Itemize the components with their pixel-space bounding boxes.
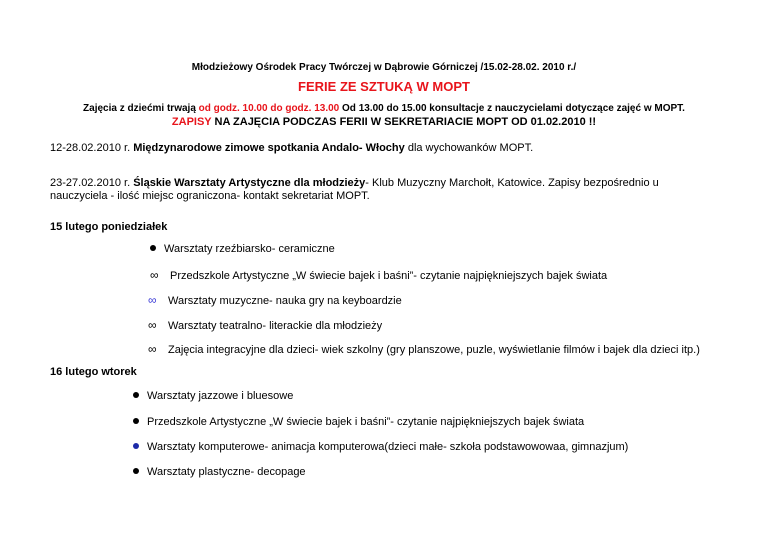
hours-part-a: Zajęcia z dziećmi trwają (83, 103, 199, 114)
enroll-line (0, 116, 768, 128)
infinity-bullet-icon: ∞ (148, 318, 157, 332)
list-item-label: Przedszkole Artystyczne „W świecie bajek i baśni”- czytanie najpiękniejszych bajek świata (170, 270, 608, 282)
org-line: Młodzieżowy Ośrodek Pracy Twórczej w Dąbrowie Górniczej /15.02-28.02. 2010 r./ (191, 62, 577, 73)
hours-part-b: od godz. 10.00 do godz. 13.00 (198, 103, 340, 114)
bullet-dot-icon (133, 468, 139, 474)
infinity-bullet-icon: ∞ (148, 293, 157, 307)
list-item (133, 416, 584, 428)
bullet-dot-icon (133, 392, 139, 398)
day-heading-monday: 15 lutego poniedziałek (50, 221, 168, 233)
list-item (148, 318, 382, 332)
bullet-dot-icon (150, 245, 156, 251)
event-date: 12-28.02.2010 r. (50, 142, 134, 154)
list-item (133, 390, 293, 402)
event-date: 23-27.02.2010 r. (50, 177, 134, 189)
list-item (133, 466, 306, 478)
list-item-label: Warsztaty rzeźbiarsko- ceramiczne (164, 243, 335, 255)
hours-part-c: Od 13.00 do 15.00 konsultacje z nauczycielami dotyczące zajęć w MOPT. (339, 103, 685, 114)
list-item-label: Warsztaty teatralno- literackie dla młodzieży (168, 320, 383, 332)
event-desc: - Klub Muzyczny Marchołt, Katowice. Zapisy bezpośrednio u (365, 177, 659, 189)
list-item-label: Warsztaty jazzowe i bluesowe (147, 390, 294, 402)
enroll-part-b: NA ZAJĘCIA PODCZAS FERII W SEKRETARIACIE MOPT OD 01.02.2010 !! (211, 116, 597, 128)
list-item (150, 243, 335, 255)
infinity-bullet-icon: ∞ (148, 342, 157, 356)
bullet-dot-icon (133, 418, 139, 424)
list-item (148, 342, 700, 356)
list-item (133, 441, 628, 453)
list-item-label: Warsztaty plastyczne- decopage (147, 466, 306, 478)
list-item-label: Warsztaty muzyczne- nauka gry na keyboardzie (168, 295, 402, 307)
event-andalo (50, 142, 533, 154)
page-title: FERIE ZE SZTUKĄ W MOPT (298, 79, 470, 94)
list-item-label: Przedszkole Artystyczne „W świecie bajek i baśni”- czytanie najpiękniejszych bajek świata (147, 416, 585, 428)
event-slaskie-cont: nauczyciela - ilość miejsc ograniczona- kontakt sekretariat MOPT. (50, 190, 370, 202)
event-name: Śląskie Warsztaty Artystyczne dla młodzieży (133, 177, 366, 189)
day-heading-tuesday: 16 lutego wtorek (50, 366, 137, 378)
list-item (148, 293, 402, 307)
list-item (150, 268, 607, 282)
bullet-dot-icon (133, 443, 139, 449)
event-slaskie (50, 177, 659, 189)
event-name: Międzynarodowe zimowe spotkania Andalo- Włochy (133, 142, 405, 154)
event-desc: dla wychowanków MOPT. (404, 142, 534, 154)
list-item-label: Warsztaty komputerowe- animacja komputerowa(dzieci małe- szkoła podstawowowaa, gimnazjum) (147, 441, 629, 453)
enroll-part-a: ZAPISY (171, 116, 212, 128)
hours-line (0, 103, 768, 114)
infinity-bullet-icon: ∞ (150, 268, 159, 282)
list-item-label: Zajęcia integracyjne dla dzieci- wiek szkolny (gry planszowe, puzle, wyświetlanie filmów i bajek dla dzieci itp.) (168, 344, 700, 356)
